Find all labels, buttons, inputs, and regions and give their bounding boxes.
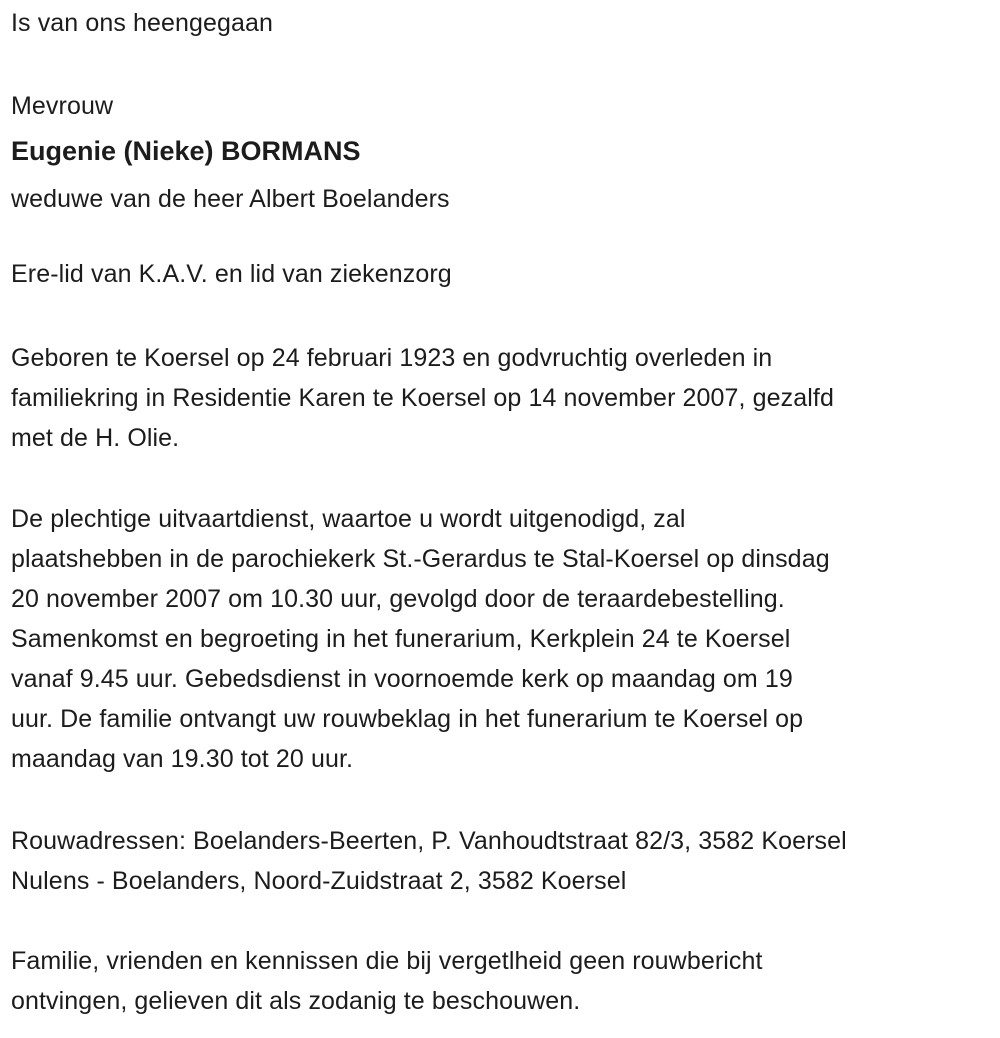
funeral-service-line: 20 november 2007 om 10.30 uur, gevolgd door de teraardebestelling. [11, 585, 785, 613]
deceased-name: Eugenie (Nieke) BORMANS [11, 136, 361, 166]
salutation-line: Mevrouw [11, 92, 114, 120]
closing-line: ontvingen, gelieven dit als zodanig te beschouwen. [11, 987, 581, 1015]
relation-line: weduwe van de heer Albert Boelanders [11, 185, 450, 213]
closing-line: Familie, vrienden en kennissen die bij vergetlheid geen rouwbericht [11, 947, 763, 975]
mourning-address-line: Rouwadressen: Boelanders-Beerten, P. Vanhoudtstraat 82/3, 3582 Koersel [11, 827, 847, 855]
mourning-address-line: Nulens - Boelanders, Noord-Zuidstraat 2, 3582 Koersel [11, 867, 627, 895]
birth-death-line: familiekring in Residentie Karen te Koersel op 14 november 2007, gezalfd [11, 384, 834, 412]
birth-death-line: Geboren te Koersel op 24 februari 1923 en godvruchtig overleden in [11, 344, 773, 372]
funeral-service-paragraph [11, 499, 990, 779]
intro-line: Is van ons heengegaan [11, 9, 274, 37]
membership-line: Ere-lid van K.A.V. en lid van ziekenzorg [11, 260, 452, 288]
funeral-service-line: maandag van 19.30 tot 20 uur. [11, 745, 354, 773]
funeral-service-line: uur. De familie ontvangt uw rouwbeklag in het funerarium te Koersel op [11, 705, 804, 733]
funeral-service-line: plaatshebben in de parochiekerk St.-Gerardus te Stal-Koersel op dinsdag [11, 545, 830, 573]
closing-paragraph [11, 941, 990, 1021]
birth-death-paragraph [11, 338, 990, 458]
mourning-addresses-paragraph [11, 821, 990, 901]
funeral-service-line: vanaf 9.45 uur. Gebedsdienst in voornoemde kerk op maandag om 19 [11, 665, 793, 693]
funeral-service-line: Samenkomst en begroeting in het funerarium, Kerkplein 24 te Koersel [11, 625, 791, 653]
funeral-service-line: De plechtige uitvaartdienst, waartoe u wordt uitgenodigd, zal [11, 505, 686, 533]
birth-death-line: met de H. Olie. [11, 424, 180, 452]
